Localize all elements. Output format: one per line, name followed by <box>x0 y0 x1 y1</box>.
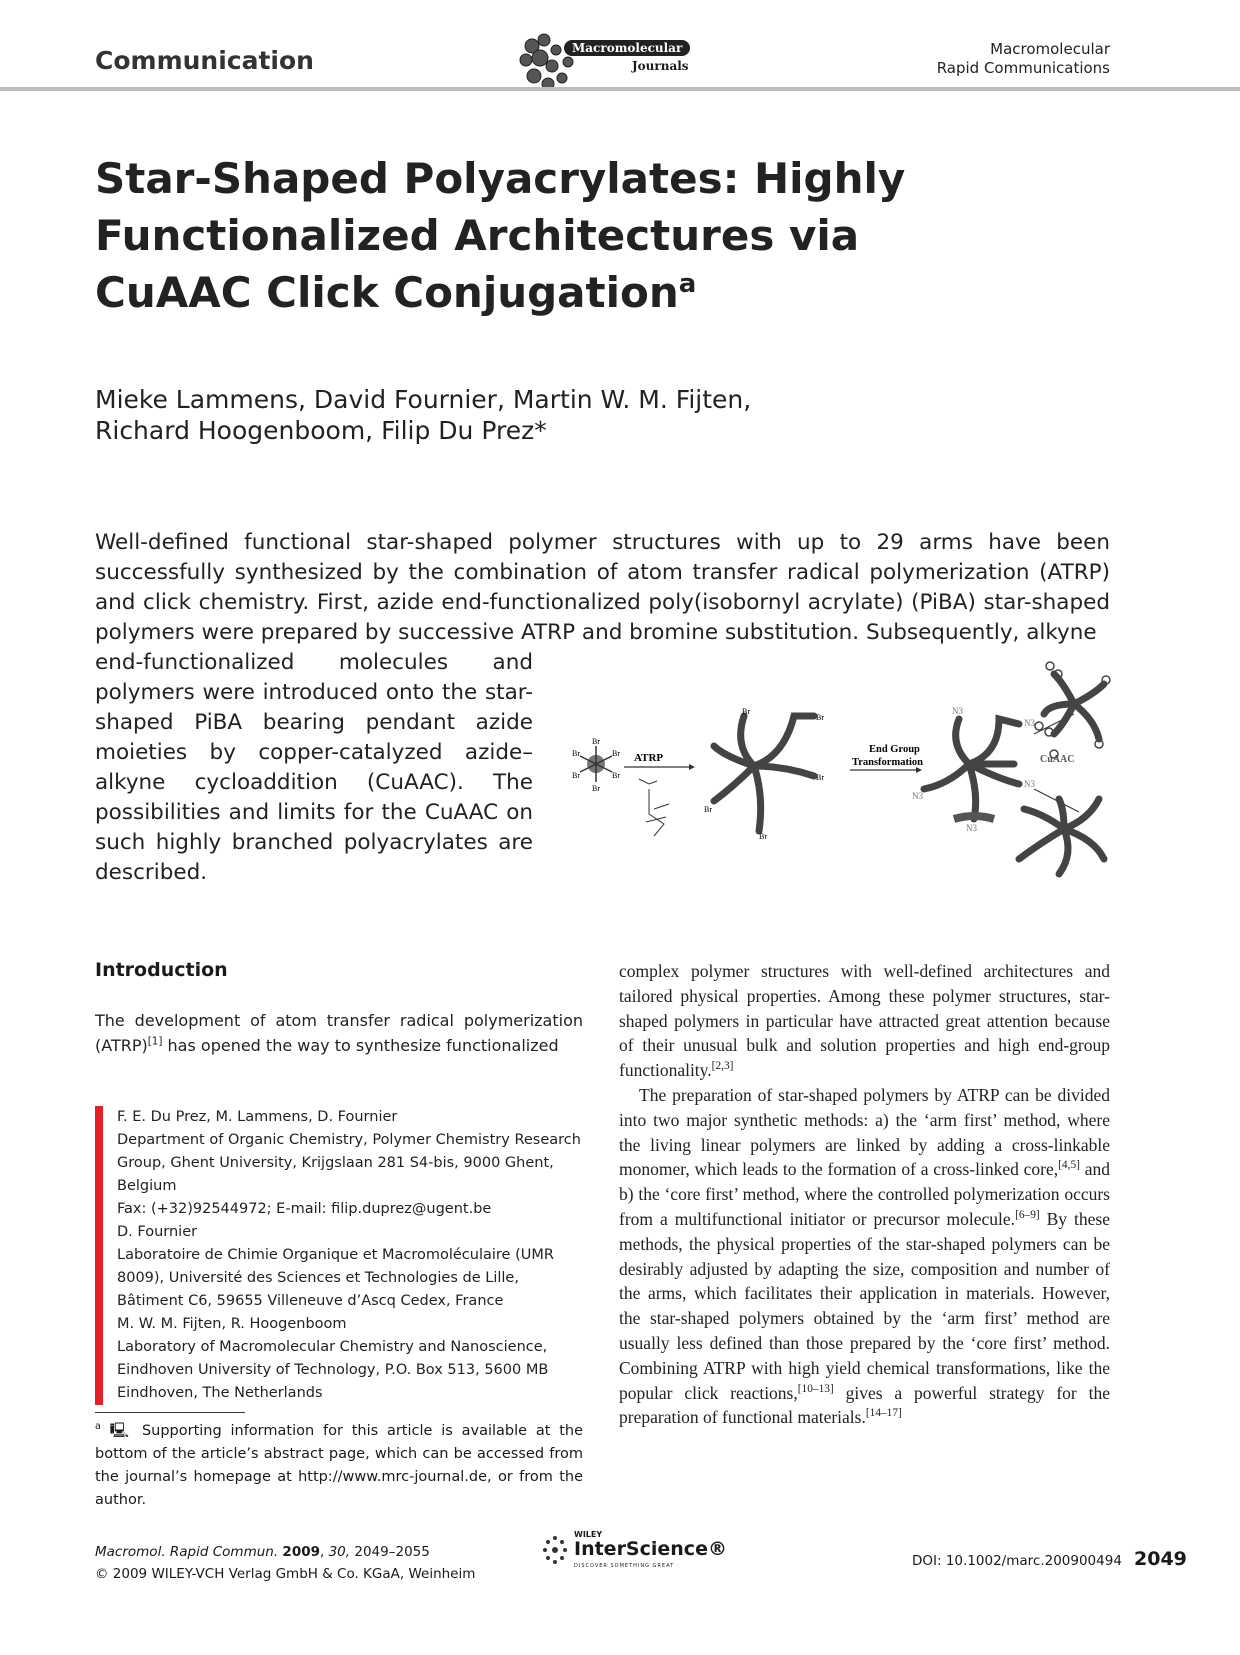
br-label: Br <box>742 707 750 716</box>
journal-name-line1: Macromolecular <box>990 40 1110 58</box>
abstract-text-top: Well-defined functional star-shaped polymer structures with up to 29 arms have been successfully synthesized by the combination of atom transfer radical polymerization (ATRP) and click chemistry. First, azide end-functionalized poly(isobornyl acrylate) (PiBA) star-shaped polymers were prepared by successive ATRP and bromine substitution. Subsequently, alkyne <box>95 530 1110 645</box>
monomer-structure <box>639 779 669 836</box>
citation-footer <box>95 1541 475 1585</box>
br-label: Br <box>592 784 600 793</box>
logo-bottom-text: Journals <box>632 59 689 73</box>
journal-name-line2: Rapid Communications <box>936 59 1110 77</box>
affiliation-address: Laboratoire de Chimie Organique et Macromoléculaire (UMR 8009), Université des Sciences et Technologies de Lille, Bâtiment C6, 59655 Villeneuve d’Ascq Cedex, France <box>117 1247 554 1309</box>
polymer-alkyne <box>954 816 994 819</box>
paragraph <box>619 959 1110 1083</box>
text: and b) the ‘core first’ method, where the controlled polymerization occurs from a multifunctional initiator or precursor molecule. <box>619 1159 1110 1229</box>
star-polymer-n3 <box>924 719 1019 819</box>
egt-label-2: Transformation <box>852 757 923 768</box>
journal-name <box>937 40 1110 78</box>
volume: 30, <box>328 1544 351 1560</box>
computer-icon: 🖳︎ <box>109 1423 134 1439</box>
n3-label: N3 <box>952 706 963 716</box>
n3-label: N3 <box>1024 779 1035 789</box>
citation: [10–13] <box>797 1382 834 1395</box>
n3-label: N3 <box>912 791 923 801</box>
journal-abbrev: Macromol. Rapid Commun. <box>95 1544 279 1560</box>
title-text: Star-Shaped Polyacrylates: Highly Functionalized Architectures via CuAAC Click Conjugation <box>95 154 906 317</box>
affiliation-contact: Fax: (+32)92544972; E-mail: filip.duprez@ugent.be <box>117 1201 492 1217</box>
journal-citation: Macromol. Rapid Commun. 2009, 30, 2049–2055 <box>95 1544 430 1560</box>
authors-line2: Richard Hoogenboom, Filip Du Prez* <box>95 416 547 445</box>
header-rule <box>0 87 1240 91</box>
author-list <box>95 384 751 446</box>
footnote <box>95 1420 583 1512</box>
affiliation-authors: D. Fournier <box>117 1224 198 1240</box>
footnote-rule <box>95 1412 245 1413</box>
br-label: Br <box>816 773 824 782</box>
copyright: © 2009 WILEY-VCH Verlag GmbH & Co. KGaA, Weinheim <box>95 1566 476 1582</box>
section-label: Communication <box>95 46 314 75</box>
n3-label: N3 <box>1024 718 1035 728</box>
logo-top-text: Macromolecular <box>564 40 690 56</box>
br-label: Br <box>592 737 600 746</box>
br-label: Br <box>612 749 620 758</box>
molecule-logo-icon <box>512 26 582 104</box>
interscience-label: InterScience® <box>574 1538 727 1560</box>
text: has opened the way to synthesize functionalized <box>162 1035 559 1055</box>
authors-line1: Mieke Lammens, David Fournier, Martin W. M. Fijten, <box>95 385 752 414</box>
wiley-label: WILEY <box>574 1530 603 1539</box>
initiator-core <box>572 737 620 793</box>
affiliation-authors: F. E. Du Prez, M. Lammens, D. Fournier <box>117 1109 398 1125</box>
globe-dots-icon <box>540 1532 570 1572</box>
tagline: DISCOVER SOMETHING GREAT <box>574 1563 675 1569</box>
br-label: Br <box>572 749 580 758</box>
toc-graphic <box>554 654 1114 889</box>
br-label: Br <box>816 713 824 722</box>
functionalized-star-2 <box>1019 799 1104 874</box>
affiliation-authors: M. W. M. Fijten, R. Hoogenboom <box>117 1316 347 1332</box>
citation: [2,3] <box>711 1060 734 1073</box>
citation: [14–17] <box>865 1407 902 1420</box>
citation: [6–9] <box>1015 1209 1040 1222</box>
br-label: Br <box>759 832 767 841</box>
article-title <box>95 150 995 321</box>
page-range: 2049–2055 <box>354 1544 430 1560</box>
affiliation-address: Department of Organic Chemistry, Polymer Chemistry Research Group, Ghent University, Krijgslaan 281 S4-bis, 9000 Ghent, Belgium <box>117 1132 581 1194</box>
br-label: Br <box>612 771 620 780</box>
interscience-logo <box>540 1530 730 1578</box>
footnote-text: Supporting information for this article is available at the bottom of the article’s abstract page, which can be accessed from the journal’s homepage at http://www.mrc-journal.de, or from the author. <box>95 1423 584 1508</box>
br-label: Br <box>572 771 580 780</box>
cuaac-label: CuAAC <box>1040 754 1075 765</box>
text: The preparation of star-shaped polymers by ATRP can be divided into two major synthetic methods: a) the ‘arm first’ method, where the living linear polymers are linked by adding a cross-linkable monomer, which leads to the formation of a cross-linked core, <box>619 1084 1110 1180</box>
doi[interactable]: DOI: 10.1002/marc.200900494 <box>912 1553 1122 1569</box>
affiliation-address: Laboratory of Macromolecular Chemistry and Nanoscience, Eindhoven University of Technology, P.O. Box 513, 5600 MB Eindhoven, The Netherlands <box>117 1339 549 1401</box>
star-polymer-br <box>714 716 814 831</box>
text: The development of atom transfer radical polymerization (ATRP) <box>95 1011 583 1055</box>
citation: [1] <box>147 1035 163 1048</box>
title-footnote-mark: a <box>678 269 697 299</box>
text: gives a powerful strategy for the preparation of functional materials. <box>619 1382 1110 1428</box>
citation: [4,5] <box>1058 1159 1080 1172</box>
atrp-label: ATRP <box>634 752 664 764</box>
text: By these methods, the physical properties of the star-shaped polymers can be desirably adjusted by adapting the size, composition and number of the arms, which facilitates their application in materials. However, the star-shaped polymers obtained by the ‘arm first’ method are usually less defined than those prepared by the ‘core first’ method. Combining ATRP with high yield chemical transformations, like the popular click reactions, <box>619 1208 1110 1403</box>
footnote-mark: a <box>95 1421 101 1433</box>
paragraph <box>619 1083 1110 1430</box>
functionalized-star-1 <box>1044 674 1104 739</box>
n3-label: N3 <box>966 823 977 833</box>
journal-logo <box>512 26 698 104</box>
abstract-text-left: end-functionalized molecules and polymers were introduced onto the star-shaped PiBA bearing pendant azide moieties by copper-catalyzed azide–alkyne cycloaddition (CuAAC). The possibilities and limits for the CuAAC on such highly branched polyacrylates are described. <box>95 650 533 885</box>
egt-label-1: End Group <box>869 744 920 755</box>
intro-paragraph-left <box>95 1009 583 1059</box>
text: complex polymer structures with well-defined architectures and tailored physical properties. Among these polymer structures, star-shaped polymers in particular have attracted great attention because of their unusual bulk and solution properties and high end-group functionality. <box>619 961 1110 1081</box>
year: 2009 <box>282 1544 320 1560</box>
br-label: Br <box>704 805 712 814</box>
page-number: 2049 <box>1134 1548 1187 1570</box>
section-heading-introduction: Introduction <box>95 959 228 981</box>
affiliations-block <box>95 1106 585 1405</box>
right-column <box>619 959 1110 1430</box>
